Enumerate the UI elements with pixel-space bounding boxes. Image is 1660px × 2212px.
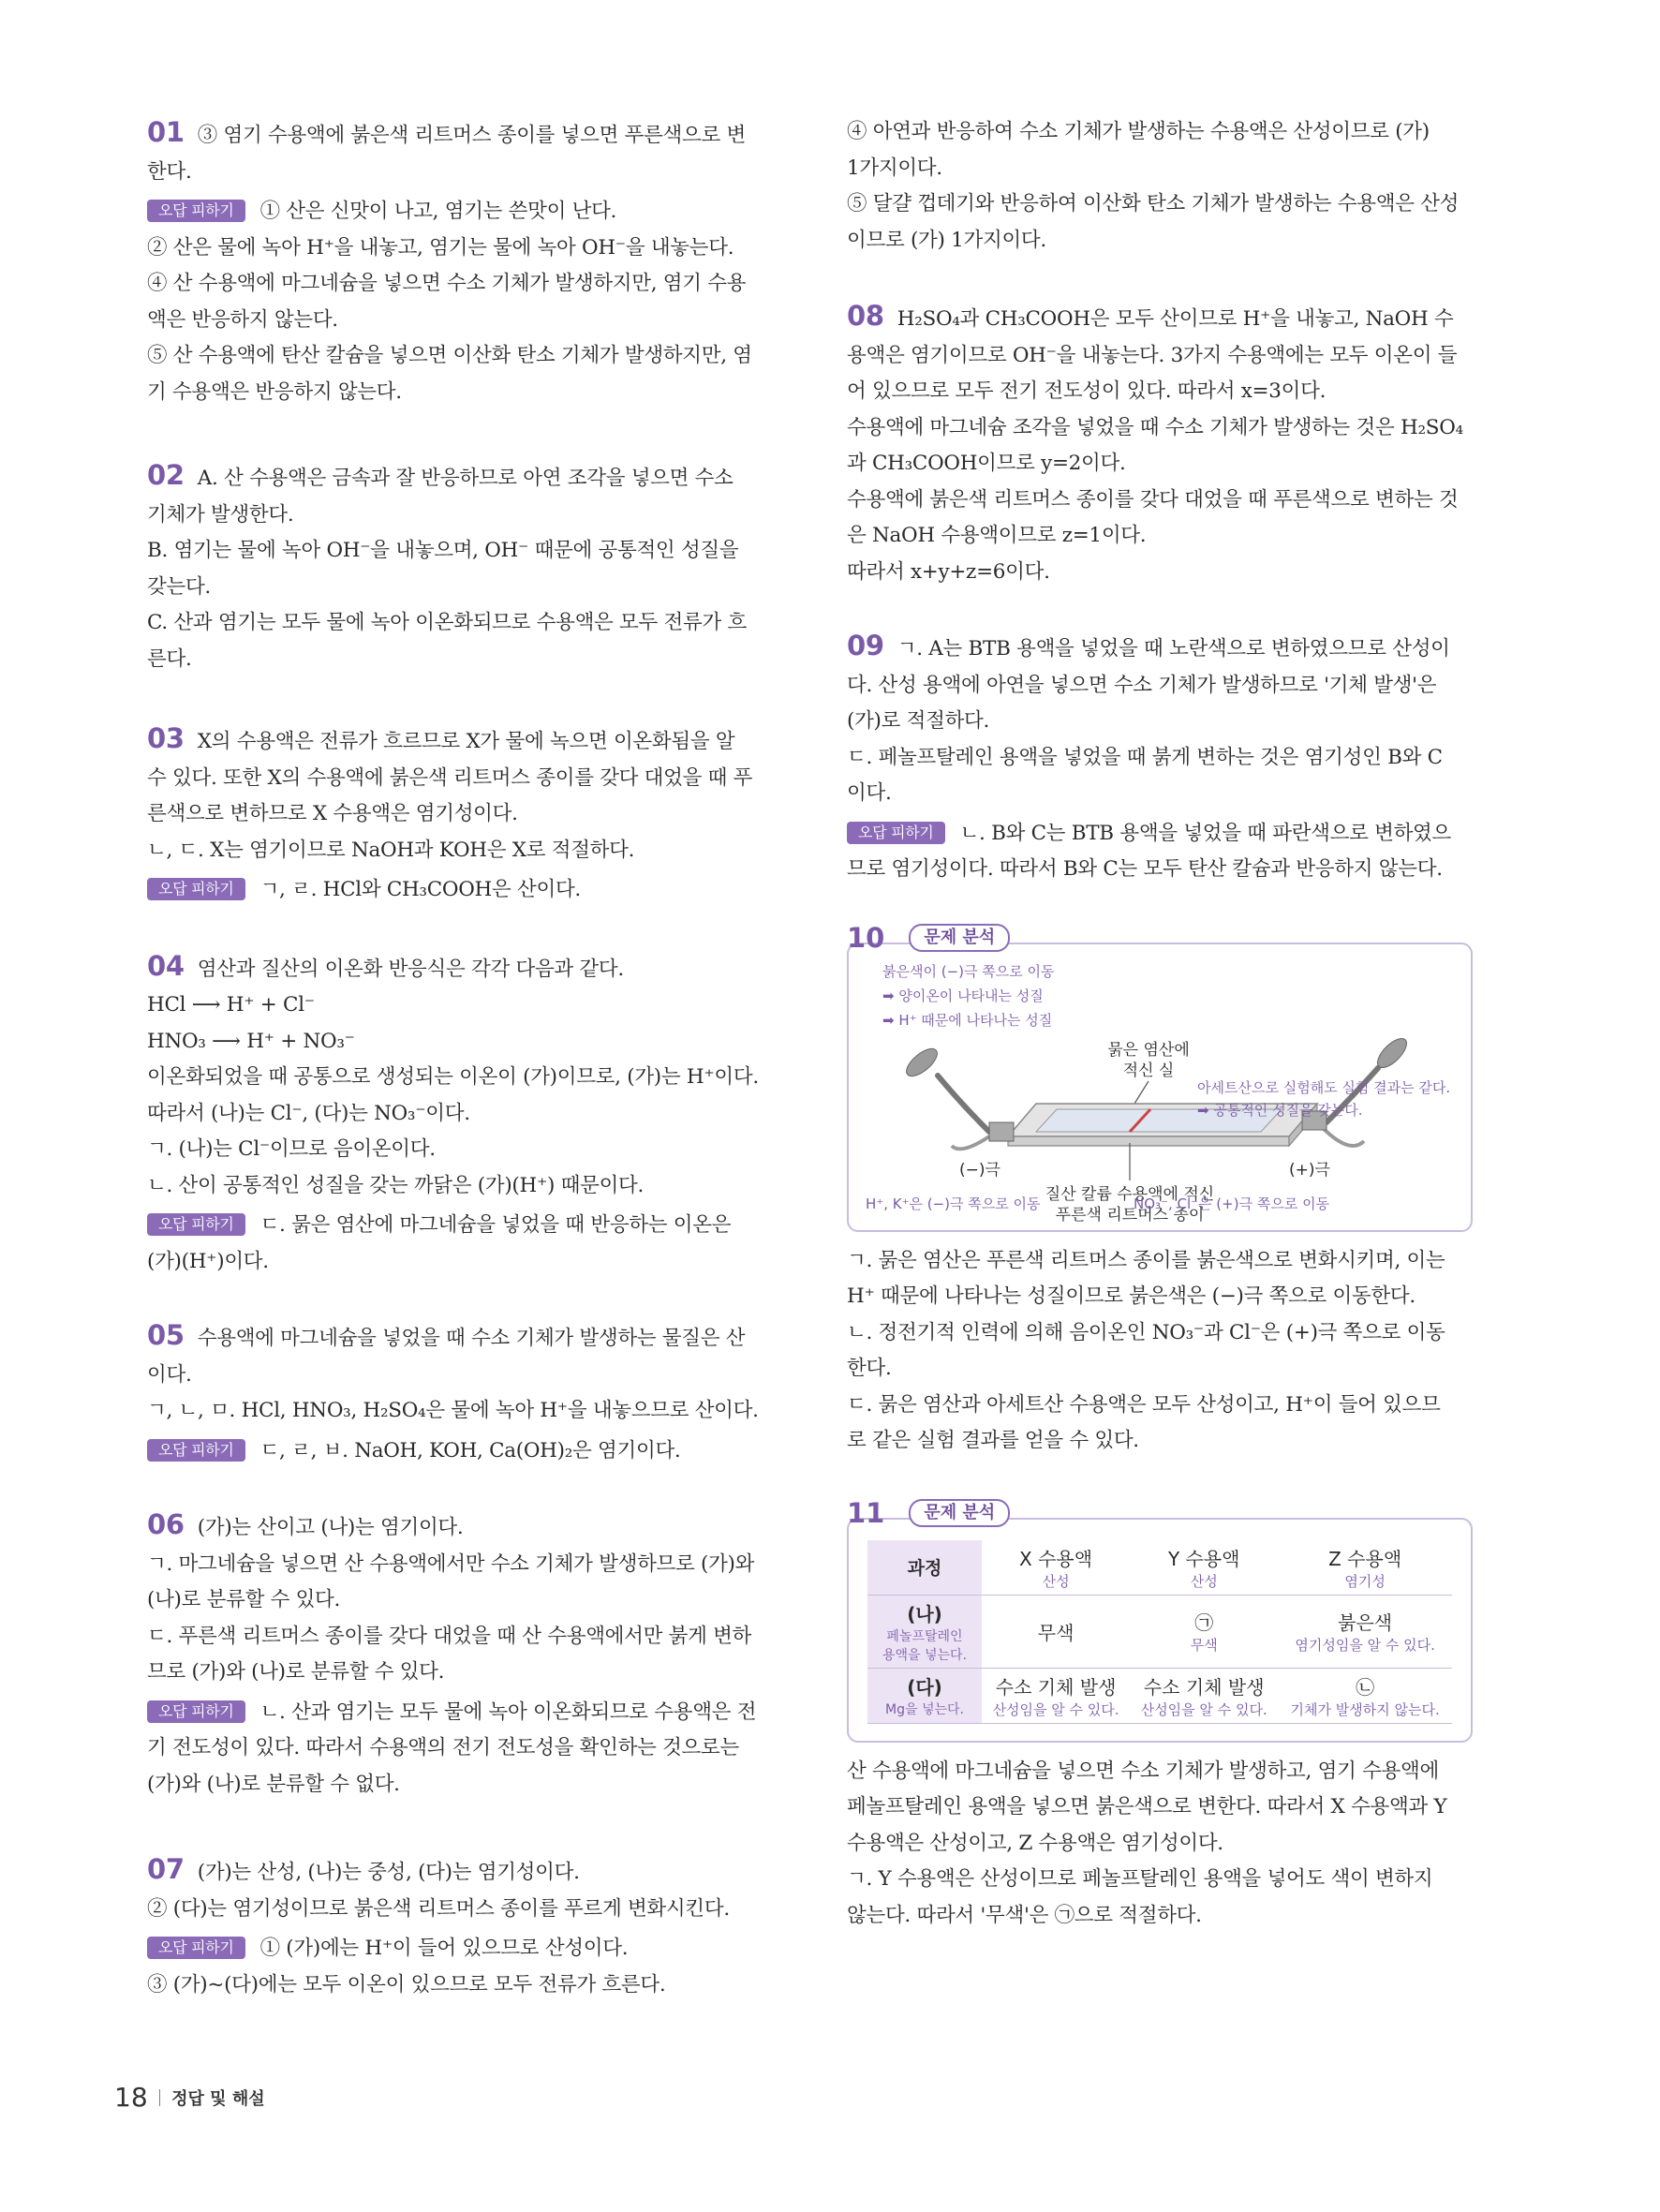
- text-line: (가)로 적절하다.: [847, 709, 990, 733]
- table-cell: 수소 기체 발생 산성임을 알 수 있다.: [1130, 1668, 1278, 1723]
- equation-hcl: HCl ⟶ H⁺ + Cl⁻: [147, 993, 315, 1017]
- text-line: ㄷ. 페놀프탈레인 용액을 넣었을 때 붉게 변하는 것은 염기성인 B와 C: [847, 745, 1443, 769]
- label-negative-electrode: (−)극: [959, 1160, 1000, 1180]
- text-line: B. 염기는 물에 녹아 OH⁻을 내놓으며, OH⁻ 때문에 공통적인 성질을: [147, 539, 739, 562]
- row-header-magnesium: (다) Mg을 넣는다.: [867, 1668, 982, 1723]
- text-line: 기체가 발생한다.: [147, 502, 294, 527]
- text-line: 므로 염기성이다. 따라서 B와 C는 모두 탄산 칼슘과 반응하지 않는다.: [847, 857, 1443, 881]
- text-line: ㄴ. 정전기적 인력에 의해 음이온인 NO₃⁻과 Cl⁻은 (+)극 쪽으로 이동: [847, 1320, 1445, 1344]
- label-acid-thread-2: 적신 실: [1122, 1061, 1175, 1080]
- text-line: 갖는다.: [147, 574, 211, 599]
- table-row: [867, 1668, 1452, 1723]
- text-line: 이온화되었을 때 공통으로 생성되는 이온이 (가)이므로, (가)는 H⁺이다.: [147, 1065, 759, 1089]
- left-column: [147, 114, 773, 2003]
- text-line: ㄱ. 묽은 염산은 푸른색 리트머스 종이를 붉은색으로 변화시키며, 이는: [847, 1248, 1445, 1272]
- problem-analysis-tag: 문제 분석: [909, 924, 1010, 952]
- text-line: H₂SO₄과 CH₃COOH은 모두 산이므로 H⁺을 내놓고, NaOH 수: [897, 307, 1454, 331]
- text-line: ④ 산 수용액에 마그네슘을 넣으면 수소 기체가 발생하지만, 염기 수용: [147, 272, 747, 295]
- text-line: 한다.: [847, 1357, 892, 1380]
- text-line: ① (가)에는 H⁺이 들어 있으므로 산성이다.: [259, 1937, 629, 1960]
- text-line: ㄱ, ㄹ. HCl와 CH₃COOH은 산이다.: [259, 878, 581, 901]
- text-line: ㄷ, ㄹ, ㅂ. NaOH, KOH, Ca(OH)₂은 염기이다.: [259, 1438, 681, 1462]
- text-line: 기 전도성이 있다. 따라서 수용액의 전기 전도성을 확인하는 것으로는: [147, 1736, 739, 1759]
- page-number: 18: [114, 2082, 148, 2113]
- left-electrode: [902, 1044, 1014, 1149]
- electrophoresis-illustration: [849, 944, 1471, 1230]
- text-line: 이다.: [847, 781, 892, 805]
- question-number: 07: [147, 1853, 185, 1885]
- answer-04: [147, 948, 773, 1281]
- text-line: 기 수용액은 반응하지 않는다.: [147, 379, 402, 404]
- question-number: 09: [847, 630, 884, 661]
- wrong-answer-badge: 오답 피하기: [147, 1213, 245, 1236]
- problem-analysis-tag: 문제 분석: [909, 1499, 1010, 1527]
- text-line: ㄱ. (나)는 Cl⁻이므로 음이온이다.: [147, 1137, 436, 1161]
- answer-02: [147, 457, 773, 677]
- note-common-property: ➡ 공통적인 성질을 갖는다.: [1197, 1101, 1363, 1119]
- page-footer: [114, 2082, 265, 2113]
- note-red-moves: 붉은색이 (−)극 쪽으로 이동: [882, 962, 1055, 980]
- text-line: 수용액에 붉은색 리트머스 종이를 갖다 대었을 때 푸른색으로 변하는 것: [847, 487, 1459, 512]
- table-header-cell: Y 수용액 산성: [1130, 1540, 1278, 1596]
- note-anion-move: NO₃⁻, Cl⁻은 (+)극 쪽으로 이동: [1134, 1195, 1330, 1212]
- text-line: 이다.: [147, 1362, 192, 1387]
- question-number: 11: [847, 1496, 885, 1529]
- text-line: ㄴ. B와 C는 BTB 용액을 넣었을 때 파란색으로 변하였으: [959, 821, 1451, 845]
- text-line: 어 있으므로 모두 전기 전도성이 있다. 따라서 x=3이다.: [847, 379, 1327, 403]
- table-cell: ㉠ 무색: [1130, 1595, 1278, 1668]
- table-header-cell: Z 수용액 염기성: [1278, 1540, 1452, 1596]
- text-line: ㄱ. A는 BTB 용액을 넣었을 때 노란색으로 변하였으므로 산성이: [897, 637, 1450, 661]
- text-line: ㄷ. 묽은 염산에 마그네슘을 넣었을 때 반응하는 이온은: [259, 1213, 732, 1237]
- equation-hno3: HNO₃ ⟶ H⁺ + NO₃⁻: [147, 1029, 355, 1053]
- text-line: 염산과 질산의 이온화 반응식은 각각 다음과 같다.: [197, 957, 624, 981]
- text-line: (가)는 산성, (나)는 중성, (다)는 염기성이다.: [197, 1861, 580, 1884]
- result-table-box: [847, 1518, 1473, 1743]
- text-line: ㄱ. Y 수용액은 산성이므로 페놀프탈레인 용액을 넣어도 색이 변하지: [847, 1867, 1433, 1891]
- footer-label: 정답 및 해설: [171, 2088, 265, 2109]
- analysis-header: [847, 1497, 1473, 1529]
- answer-07: [147, 1851, 773, 2003]
- text-line: ② 산은 물에 녹아 H⁺을 내놓고, 염기는 물에 녹아 OH⁻을 내놓는다.: [147, 235, 734, 260]
- experiment-diagram: [847, 943, 1473, 1232]
- text-line: ㄴ, ㄷ. X는 염기이므로 NaOH과 KOH은 X로 적절하다.: [147, 838, 635, 862]
- question-number: 08: [847, 300, 884, 332]
- text-line: 로 같은 실험 결과를 얻을 수 있다.: [847, 1429, 1139, 1452]
- note-cation-property: ➡ 양이온이 나타내는 성질: [882, 987, 1044, 1004]
- table-cell: 붉은색 염기성임을 알 수 있다.: [1278, 1595, 1452, 1668]
- text-line: C. 산과 염기는 모두 물에 녹아 이온화되므로 수용액은 모두 전류가 흐: [147, 611, 747, 634]
- right-column: [847, 114, 1473, 1934]
- answer-06: [147, 1507, 773, 1803]
- answer-10: [847, 922, 1473, 1460]
- text-line: ㄱ, ㄴ, ㅁ. HCl, HNO₃, H₂SO₄은 물에 녹아 H⁺을 내놓으므로 산이다.: [147, 1399, 759, 1422]
- text-line: 른색으로 변하므로 X 수용액은 염기성이다.: [147, 802, 518, 825]
- text-line: (가)(H⁺)이다.: [147, 1249, 269, 1273]
- text-line: 므로 (가)와 (나)로 분류할 수 있다.: [147, 1660, 445, 1684]
- result-table: [867, 1540, 1452, 1724]
- text-line: ㄴ. 산이 공통적인 성질을 갖는 까닭은 (가)(H⁺) 때문이다.: [147, 1173, 645, 1197]
- text-line: X의 수용액은 전류가 흐르므로 X가 물에 녹으면 이온화됨을 알: [197, 730, 735, 753]
- text-line: 따라서 (나)는 Cl⁻, (다)는 NO₃⁻이다.: [147, 1101, 470, 1125]
- text-line: 다. 산성 용액에 아연을 넣으면 수소 기체가 발생하므로 '기체 발생'은: [847, 673, 1437, 697]
- question-number: 10: [847, 921, 885, 954]
- table-header-cell: X 수용액 산성: [982, 1540, 1130, 1596]
- answer-03: [147, 720, 773, 909]
- question-number: 03: [147, 722, 185, 754]
- text-line: (가)는 산이고 (나)는 염기이다.: [197, 1516, 464, 1539]
- analysis-header: [847, 922, 1473, 954]
- table-row: [867, 1595, 1452, 1668]
- footer-divider: [159, 2089, 161, 2106]
- answer-01: [147, 114, 773, 410]
- text-line: 페놀프탈레인 용액을 넣으면 붉은색으로 변한다. 따라서 X 수용액과 Y: [847, 1795, 1447, 1819]
- question-number: 02: [147, 459, 185, 491]
- label-acid-thread: 묽은 염산에: [1107, 1040, 1190, 1060]
- wrong-answer-badge: 오답 피하기: [147, 200, 245, 222]
- text-line: ㄱ. 마그네슘을 넣으면 산 수용액에서만 수소 기체가 발생하므로 (가)와: [147, 1551, 755, 1576]
- note-h-property: ➡ H⁺ 때문에 나타나는 성질: [882, 1011, 1053, 1029]
- answer-11: [847, 1497, 1473, 1935]
- text-line: ㄷ. 묽은 염산과 아세트산 수용액은 모두 산성이고, H⁺이 들어 있으므: [847, 1392, 1441, 1417]
- text-line: ④ 아연과 반응하여 수소 기체가 발생하는 수용액은 산성이므로 (가): [847, 120, 1430, 143]
- label-litmus-paper-2: 푸른색 리트머스 종이: [1055, 1205, 1205, 1225]
- wrong-answer-badge: 오답 피하기: [147, 878, 245, 900]
- answer-07-cont: [847, 114, 1473, 259]
- wrong-answer-badge: 오답 피하기: [147, 1700, 245, 1723]
- text-line: 산 수용액에 마그네슘을 넣으면 수소 기체가 발생하고, 염기 수용액에: [847, 1759, 1439, 1783]
- text-line: 않는다. 따라서 '무색'은 ㉠으로 적절하다.: [847, 1903, 1202, 1927]
- text-line: 한다.: [147, 159, 192, 184]
- text-line: 따라서 x+y+z=6이다.: [847, 559, 1050, 584]
- answer-09: [847, 628, 1473, 888]
- label-positive-electrode: (+)극: [1289, 1160, 1330, 1180]
- table-cell: ㉡ 기체가 발생하지 않는다.: [1278, 1668, 1452, 1723]
- text-line: 이므로 (가) 1가지이다.: [847, 228, 1046, 252]
- table-cell: 무색: [982, 1595, 1130, 1668]
- text-line: 과 CH₃COOH이므로 y=2이다.: [847, 452, 1126, 475]
- text-line: 수 있다. 또한 X의 수용액에 붉은색 리트머스 종이를 갖다 대었을 때 푸: [147, 765, 753, 790]
- text-line: 액은 반응하지 않는다.: [147, 307, 338, 332]
- table-header-row: [867, 1540, 1452, 1596]
- text-line: ① 산은 신맛이 나고, 염기는 쓴맛이 난다.: [259, 200, 617, 223]
- row-header-phenolphthalein: (나) 페놀프탈레인 용액을 넣는다.: [867, 1595, 982, 1668]
- text-line: ③ 염기 수용액에 붉은색 리트머스 종이를 넣으면 푸른색으로 변: [197, 124, 746, 147]
- text-line: 수용액은 산성이고, Z 수용액은 염기성이다.: [847, 1831, 1223, 1855]
- text-line: 수용액에 마그네슘 조각을 넣었을 때 수소 기체가 발생하는 것은 H₂SO₄: [847, 415, 1463, 439]
- question-number: 01: [147, 116, 185, 148]
- wrong-answer-badge: 오답 피하기: [147, 1937, 245, 1959]
- question-number: 06: [147, 1508, 185, 1540]
- text-line: ⑤ 산 수용액에 탄산 칼슘을 넣으면 이산화 탄소 기체가 발생하지만, 염: [147, 344, 752, 367]
- text-line: 용액은 염기이므로 OH⁻을 내놓는다. 3가지 수용액에는 모두 이온이 들: [847, 343, 1458, 367]
- text-line: H⁺ 때문에 나타나는 성질이므로 붉은색은 (−)극 쪽으로 이동한다.: [847, 1284, 1415, 1308]
- wrong-answer-badge: 오답 피하기: [847, 822, 945, 844]
- table-header-cell: 과정: [867, 1540, 982, 1596]
- note-cation-move: H⁺, K⁺은 (−)극 쪽으로 이동: [866, 1195, 1041, 1212]
- answer-05: [147, 1317, 773, 1469]
- question-number: 05: [147, 1319, 185, 1351]
- table-cell: 수소 기체 발생 산성임을 알 수 있다.: [982, 1668, 1130, 1723]
- text-line: ③ (가)~(다)에는 모두 이온이 있으므로 모두 전류가 흐른다.: [147, 1972, 666, 1997]
- text-line: 른다.: [147, 646, 192, 671]
- answer-08: [847, 298, 1473, 590]
- text-line: ㄷ. 푸른색 리트머스 종이를 갖다 대었을 때 산 수용액에서만 붉게 변하: [147, 1624, 752, 1648]
- text-line: ② (다)는 염기성이므로 붉은색 리트머스 종이를 푸르게 변화시킨다.: [147, 1896, 730, 1921]
- text-line: ㄴ. 산과 염기는 모두 물에 녹아 이온화되므로 수용액은 전: [259, 1700, 757, 1724]
- text-line: 수용액에 마그네슘을 넣었을 때 수소 기체가 발생하는 물질은 산: [197, 1327, 746, 1350]
- text-line: A. 산 수용액은 금속과 잘 반응하므로 아연 조각을 넣으면 수소: [197, 467, 734, 490]
- text-line: 은 NaOH 수용액이므로 z=1이다.: [847, 524, 1147, 547]
- wrong-answer-badge: 오답 피하기: [147, 1439, 245, 1462]
- note-acetic-acid: 아세트산으로 실험해도 실험 결과는 같다.: [1197, 1078, 1451, 1096]
- label-litmus-paper: 질산 칼륨 수용액에 적신: [1045, 1184, 1215, 1204]
- text-line: (가)와 (나)로 분류할 수 없다.: [147, 1772, 400, 1796]
- question-number: 04: [147, 949, 185, 982]
- text-line: 1가지이다.: [847, 156, 942, 180]
- text-line: (나)로 분류할 수 있다.: [147, 1588, 341, 1611]
- text-line: ⑤ 달걀 껍데기와 반응하여 이산화 탄소 기체가 발생하는 수용액은 산성: [847, 192, 1460, 215]
